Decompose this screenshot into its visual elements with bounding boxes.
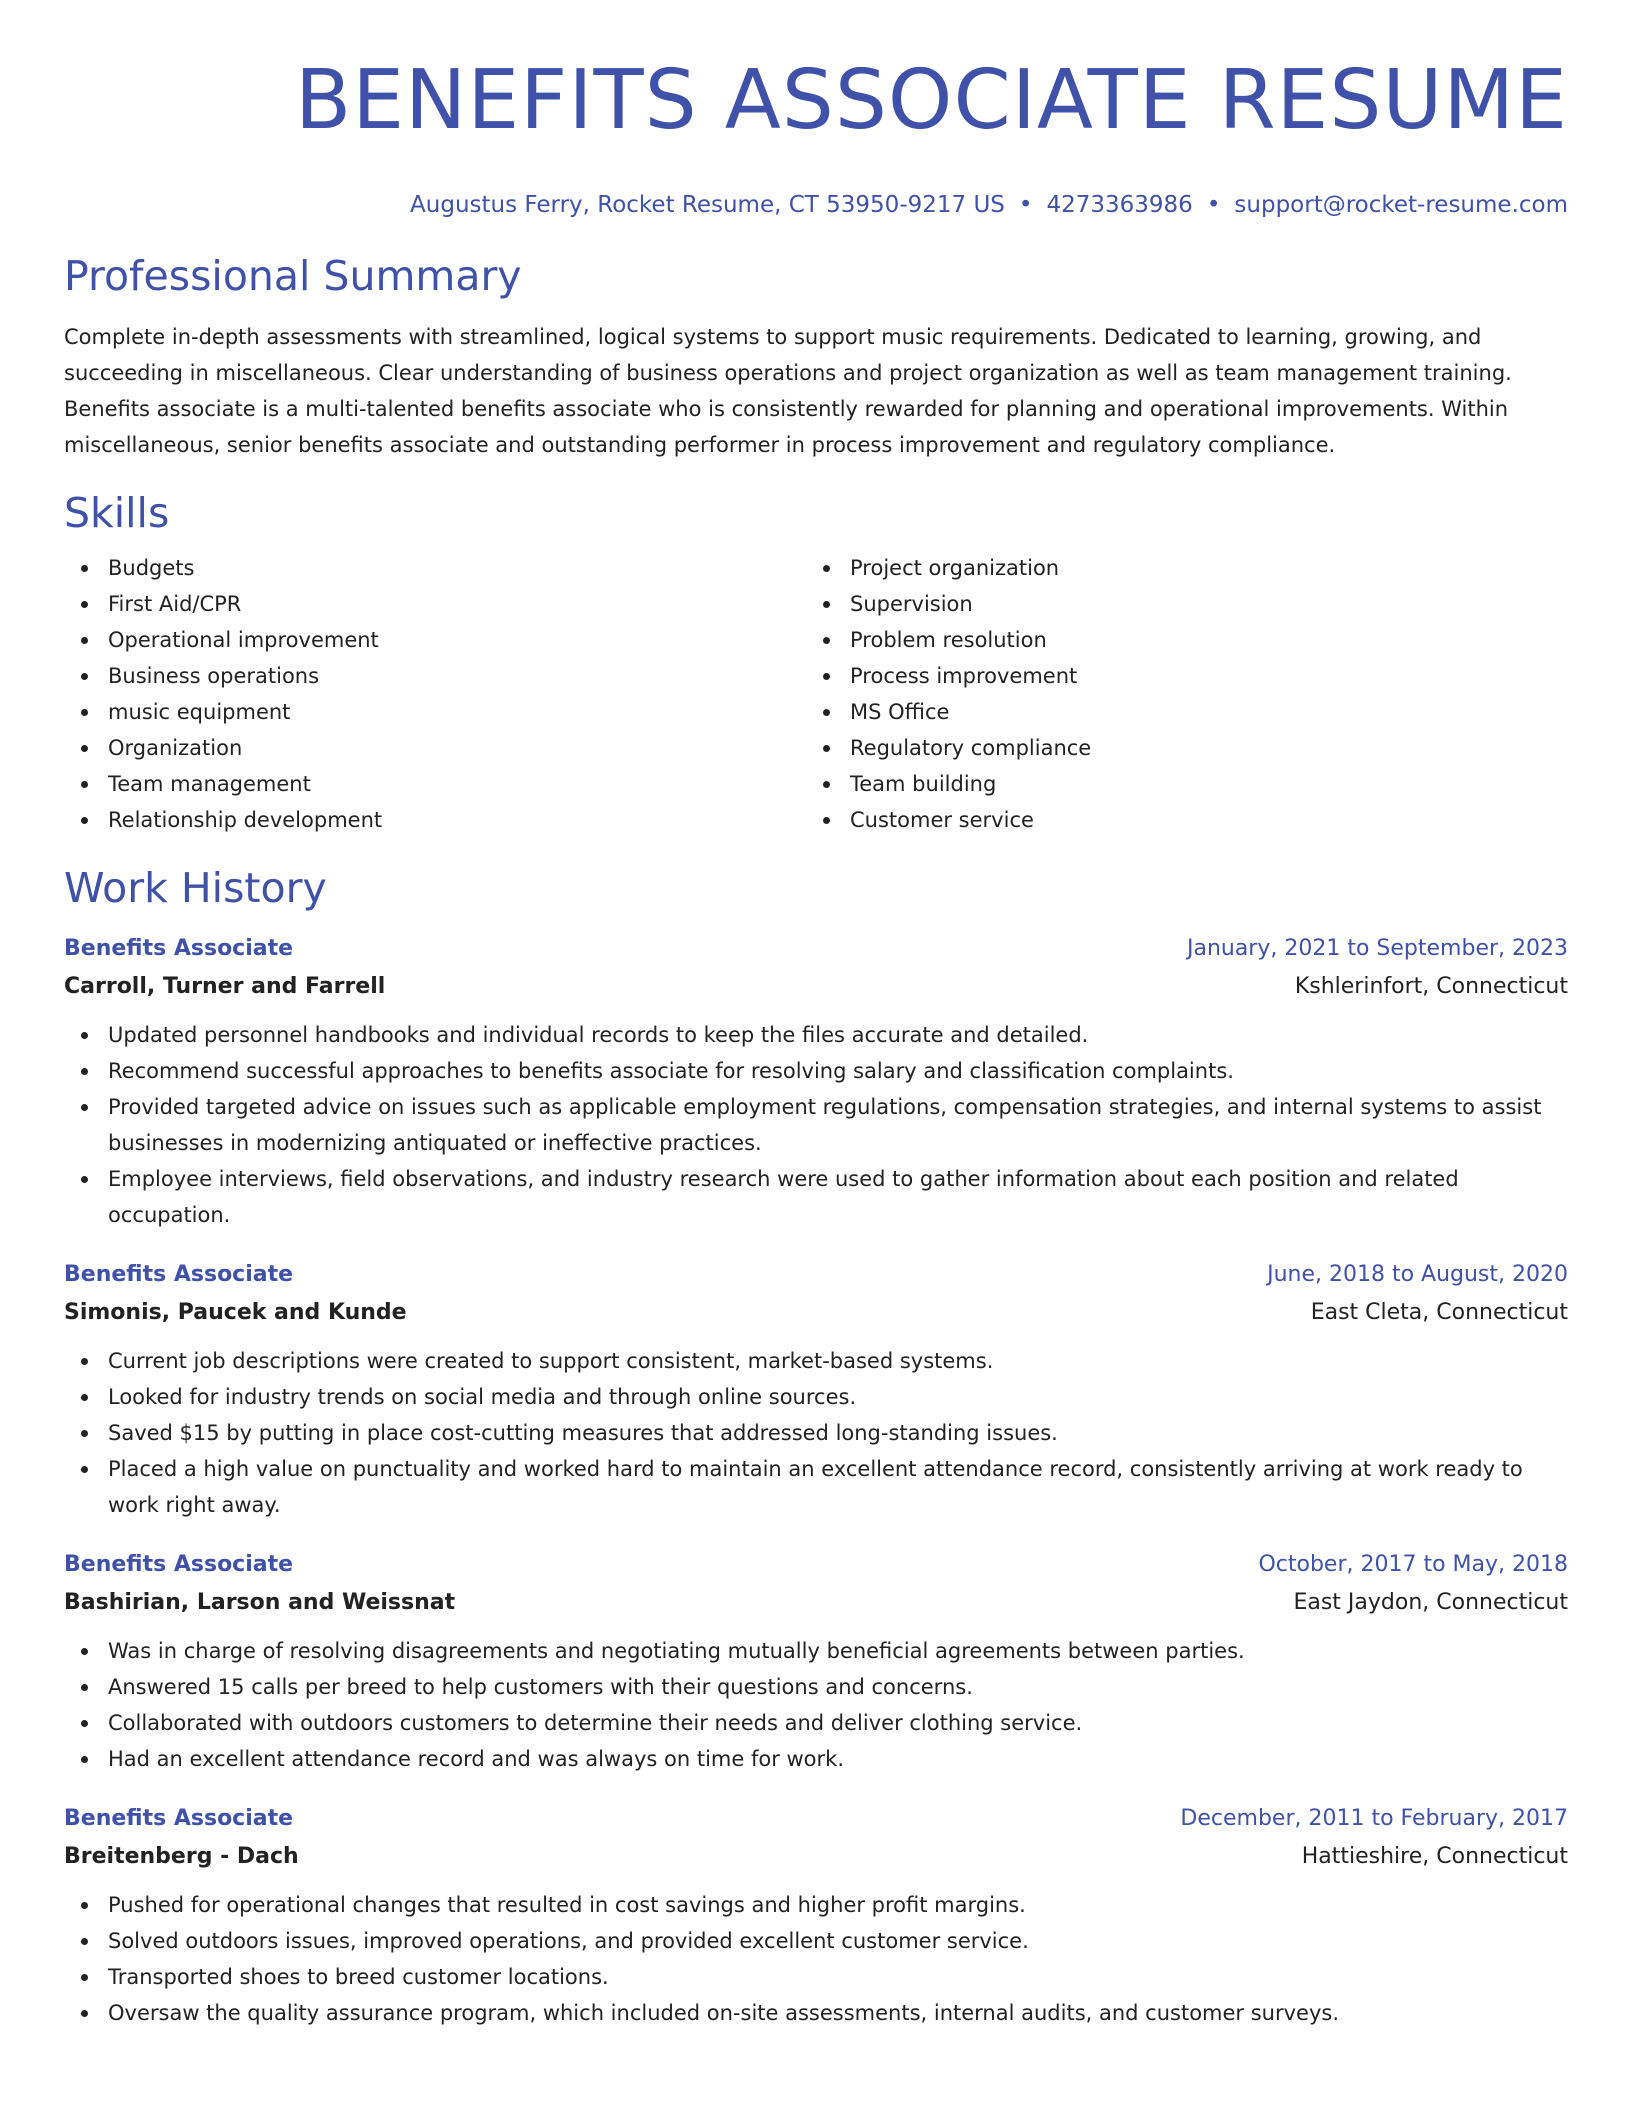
skill-item: Supervision: [806, 586, 1548, 622]
job-entry: [64, 931, 1568, 1233]
job-duty: Looked for industry trends on social media and through online sources.: [64, 1379, 1568, 1415]
job-duty: Employee interviews, field observations, and industry research were used to gather information about each position and related occupation.: [64, 1161, 1568, 1233]
job-location: East Jaydon, Connecticut: [1293, 1590, 1568, 1615]
job-entry: [64, 1547, 1568, 1777]
skill-item: Customer service: [806, 802, 1548, 838]
job-role: Benefits Associate: [64, 1262, 294, 1287]
skills-column-left: [64, 550, 806, 838]
contact-address: Augustus Ferry, Rocket Resume, CT 53950-9217 US: [410, 192, 1005, 218]
job-duty: Had an excellent attendance record and was always on time for work.: [64, 1741, 1568, 1777]
skills-list: [64, 550, 1568, 838]
summary-heading: Professional Summary: [64, 252, 522, 300]
skill-item: Operational improvement: [64, 622, 806, 658]
skill-item: Regulatory compliance: [806, 730, 1548, 766]
contact-phone: 4273363986: [1046, 192, 1193, 218]
job-duty: Provided targeted advice on issues such as applicable employment regulations, compensation strategies, and internal systems to assist businesses in modernizing antiquated or ineffective practices.: [64, 1089, 1568, 1161]
job-dates: January, 2021 to September, 2023: [1186, 936, 1568, 961]
skill-item: First Aid/CPR: [64, 586, 806, 622]
skill-item: Problem resolution: [806, 622, 1548, 658]
job-entry: [64, 1257, 1568, 1523]
job-duties: [64, 1017, 1568, 1233]
job-dates: June, 2018 to August, 2020: [1267, 1262, 1568, 1287]
job-dates: December, 2011 to February, 2017: [1180, 1806, 1568, 1831]
job-location: Kshlerinfort, Connecticut: [1294, 974, 1568, 999]
job-duties: [64, 1887, 1568, 2031]
resume-title: BENEFITS ASSOCIATE RESUME: [294, 53, 1568, 148]
contact-line: [64, 192, 1568, 224]
job-duty: Was in charge of resolving disagreements and negotiating mutually beneficial agreements between parties.: [64, 1633, 1568, 1669]
job-duty: Recommend successful approaches to benefits associate for resolving salary and classification complaints.: [64, 1053, 1568, 1089]
job-role: Benefits Associate: [64, 1806, 294, 1831]
bullet-separator: •: [1206, 192, 1221, 218]
job-entry: [64, 1801, 1568, 2031]
skill-item: music equipment: [64, 694, 806, 730]
skills-heading: Skills: [64, 489, 170, 537]
skill-item: Team management: [64, 766, 806, 802]
job-role: Benefits Associate: [64, 1552, 294, 1577]
job-duty: Current job descriptions were created to support consistent, market-based systems.: [64, 1343, 1568, 1379]
skills-column-right: [806, 550, 1548, 838]
job-company: Breitenberg - Dach: [64, 1844, 299, 1869]
job-location: Hattieshire, Connecticut: [1301, 1844, 1568, 1869]
skill-item: Relationship development: [64, 802, 806, 838]
summary-text: Complete in-depth assessments with streamlined, logical systems to support music requirements. Dedicated to learning, growing, and succeeding in miscellaneous. Clear understanding of business operations and project organization as well as team management training. Benefits associate is a multi-talented benefits associate who is consistently rewarded for planning and operational improvements. Within miscellaneous, senior benefits associate and outstanding performer in process improvement and regulatory compliance.: [64, 325, 1512, 457]
job-duty: Pushed for operational changes that resulted in cost savings and higher profit margins.: [64, 1887, 1568, 1923]
job-duty: Collaborated with outdoors customers to determine their needs and deliver clothing service.: [64, 1705, 1568, 1741]
job-duty: Answered 15 calls per breed to help customers with their questions and concerns.: [64, 1669, 1568, 1705]
skill-item: Budgets: [64, 550, 806, 586]
skill-item: Business operations: [64, 658, 806, 694]
job-duty: Saved $15 by putting in place cost-cutting measures that addressed long-standing issues.: [64, 1415, 1568, 1451]
skill-item: Project organization: [806, 550, 1548, 586]
work-history-heading: Work History: [64, 864, 327, 912]
skill-item: Process improvement: [806, 658, 1548, 694]
skill-item: Team building: [806, 766, 1548, 802]
job-duty: Solved outdoors issues, improved operations, and provided excellent customer service.: [64, 1923, 1568, 1959]
resume-page: [64, 0, 1568, 2031]
job-duty: Transported shoes to breed customer locations.: [64, 1959, 1568, 1995]
job-location: East Cleta, Connecticut: [1310, 1300, 1568, 1325]
job-company: Carroll, Turner and Farrell: [64, 974, 386, 999]
job-duty: Updated personnel handbooks and individual records to keep the files accurate and detailed.: [64, 1017, 1568, 1053]
job-duties: [64, 1343, 1568, 1523]
job-role: Benefits Associate: [64, 936, 294, 961]
skill-item: MS Office: [806, 694, 1548, 730]
job-duties: [64, 1633, 1568, 1777]
skill-item: Organization: [64, 730, 806, 766]
job-duty: Placed a high value on punctuality and worked hard to maintain an excellent attendance record, consistently arriving at work ready to work right away.: [64, 1451, 1568, 1523]
job-dates: October, 2017 to May, 2018: [1258, 1552, 1568, 1577]
contact-email[interactable]: support@rocket-resume.com: [1234, 192, 1568, 218]
job-company: Simonis, Paucek and Kunde: [64, 1300, 407, 1325]
work-history: [64, 931, 1568, 2031]
job-company: Bashirian, Larson and Weissnat: [64, 1590, 456, 1615]
job-duty: Oversaw the quality assurance program, which included on-site assessments, internal audits, and customer surveys.: [64, 1995, 1568, 2031]
bullet-separator: •: [1018, 192, 1033, 218]
